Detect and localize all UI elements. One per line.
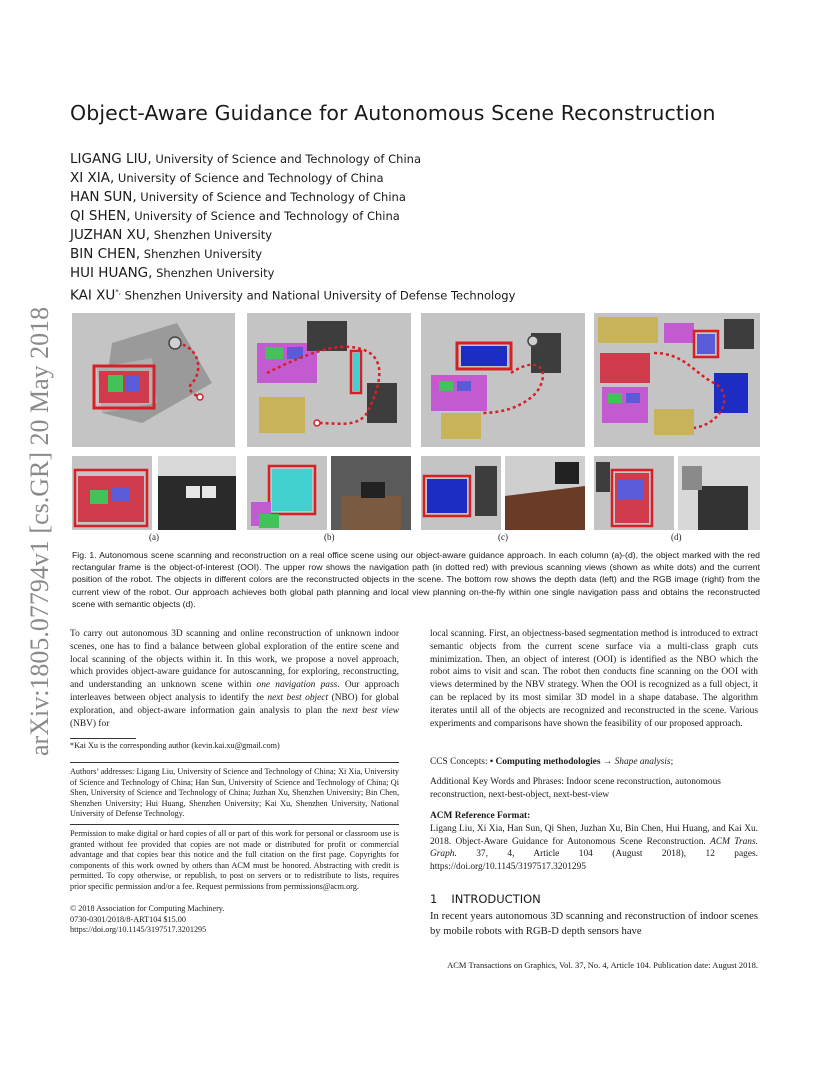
keywords: Additional Key Words and Phrases: Indoor scene reconstruction, autonomous reconstruction, next-best-object, next-best-view bbox=[430, 777, 721, 800]
depth-image-a bbox=[72, 456, 152, 530]
rgb-image-d bbox=[678, 456, 760, 530]
corresponding-note: *Kai Xu is the corresponding author (kevin.kai.xu@gmail.com) bbox=[70, 741, 280, 750]
figure-caption: Fig. 1. Autonomous scene scanning and reconstruction on a real office scene using our object-aware guidance approach. In each column (a)-(d), the object marked with the red rectangular frame is the object-of-interest (OOI). The upper row shows the navigation path (in dotted red) with previous scanning views (shown as white dots) and the current position of the robot. The objects in different colors are the reconstructed objects in the scene. The bottom row shows the depth data (left) and the RGB image (right) from the current view of the robot. Our approach achieves both global path planning and local view planning on-the-fly within one single navigation pass and obtains the reconstructed scene with semantic objects (d). bbox=[72, 550, 760, 609]
author-affiliation: University of Science and Technology of China bbox=[130, 209, 400, 223]
author-name: HAN SUN, bbox=[70, 189, 137, 205]
section-number: 1 bbox=[430, 892, 438, 906]
abstract-right: local scanning. First, an objectness-based segmentation method is introduced to extract semantic objects from the current scene surface via a multi-class graph cuts minimization. Then, an object of interest (OOI) is identified as the NBO which the robot aims to visit and scan. The robot then conducts fine scanning on the OOI with views determined by the NBV strategy. When the OOI is recognized as a full object, it can be replaced by its most similar 3D model in a shape database. The algorithm iterates until all of the objects are recognized and reconstructed in the scene. Various experiments and comparisons have shown the feasibility of our proposed approach. bbox=[430, 629, 758, 729]
map-image-c bbox=[421, 313, 585, 447]
rgb-image-b bbox=[331, 456, 411, 530]
depth-panel-d bbox=[594, 456, 674, 530]
figure-label-c: (c) bbox=[498, 532, 508, 542]
rgb-panel-c bbox=[505, 456, 585, 530]
copyright-line: © 2018 Association for Computing Machinery. bbox=[70, 904, 225, 913]
author-line bbox=[70, 188, 770, 207]
section-heading bbox=[430, 892, 541, 906]
depth-image-d bbox=[594, 456, 674, 530]
author-affiliation: Shenzhen University bbox=[140, 247, 263, 261]
acm-reference-text: Ligang Liu, Xi Xia, Han Sun, Qi Shen, Juzhan Xu, Bin Chen, Hui Huang, and Kai Xu. 2018. Object-Aware Guidance for Autonomous Scene Reconstruction. ACM Trans. Graph. 37, 4, Article 104 (August 2018), 12 pages. https://doi.org/10.1145/3197517.3201295 bbox=[430, 823, 758, 873]
author-affiliation: Shenzhen University bbox=[152, 266, 275, 280]
paper-title: Object-Aware Guidance for Autonomous Scene Reconstruction bbox=[70, 101, 716, 125]
rgb-image-a bbox=[158, 456, 236, 530]
copyright-block bbox=[70, 904, 399, 936]
rgb-panel-a bbox=[158, 456, 236, 530]
doi-link[interactable]: https://doi.org/10.1145/3197517.3201295 bbox=[70, 925, 207, 935]
address-rule bbox=[70, 762, 399, 763]
acm-reference bbox=[430, 810, 758, 874]
author-name: LIGANG LIU, bbox=[70, 151, 152, 167]
depth-panel-b bbox=[247, 456, 327, 530]
author-affiliation: Shenzhen University and National University of Defense Technology bbox=[121, 288, 516, 303]
author-line bbox=[70, 207, 770, 226]
author-name: JUZHAN XU, bbox=[70, 227, 151, 243]
section-title: INTRODUCTION bbox=[451, 892, 541, 906]
map-panel-d bbox=[594, 313, 760, 447]
figure-1 bbox=[72, 313, 760, 543]
depth-panel-a bbox=[72, 456, 152, 530]
rgb-panel-d bbox=[678, 456, 760, 530]
arxiv-stamp bbox=[6, 280, 66, 760]
map-image-d bbox=[594, 313, 760, 447]
acm-reference-heading: ACM Reference Format: bbox=[430, 811, 531, 821]
author-affiliation: Shenzhen University bbox=[150, 228, 273, 242]
depth-image-c bbox=[421, 456, 501, 530]
permission-rule bbox=[70, 824, 399, 825]
ccs-concepts: CCS Concepts: • Computing methodologies → Shape analysis; bbox=[430, 757, 674, 767]
abstract-left: To carry out autonomous 3D scanning and online reconstruction of unknown indoor scenes, one has to find a balance between global exploration of the entire scene and local scanning of the objects within it. In this work, we propose a novel approach, which provides object-aware guidance for autoscanning, for exploring, reconstructing, and understanding an unknown scene within one navigation pass. Our approach interleaves between object analysis to identify the next best object (NBO) for global exploration, and object-aware information gain analysis to plan the next best view (NBV) for bbox=[70, 629, 400, 729]
author-name: HUI HUANG, bbox=[70, 265, 153, 281]
author-list bbox=[70, 150, 770, 302]
author-affiliation: University of Science and Technology of China bbox=[114, 171, 384, 185]
author-line bbox=[70, 283, 770, 302]
map-panel-a bbox=[72, 313, 235, 447]
author-name: BIN CHEN, bbox=[70, 246, 141, 262]
page-footer: ACM Transactions on Graphics, Vol. 37, No. 4, Article 104. Publication date: August 2018. bbox=[447, 960, 758, 970]
map-panel-c bbox=[421, 313, 585, 447]
figure-label-a: (a) bbox=[149, 532, 159, 542]
depth-image-b bbox=[247, 456, 327, 530]
author-affiliation: University of Science and Technology of China bbox=[151, 152, 421, 166]
rgb-image-c bbox=[505, 456, 585, 530]
author-affiliation: University of Science and Technology of China bbox=[136, 190, 406, 204]
figure-label-d: (d) bbox=[671, 532, 682, 542]
arxiv-id: arXiv:1805.07794v1 [cs.GR] 20 May 2018 bbox=[25, 306, 54, 756]
author-addresses: Authors’ addresses: Ligang Liu, University of Science and Technology of China; Xi Xia, University of Science and Technology of China; Han Sun, University of Science and Technology of China; Qi Shen, University of Science and Technology of China; Juzhan Xu, Shenzhen University; Bin Chen, Shenzhen University; Hui Huang, Shenzhen University; Kai Xu, Shenzhen University, National University of Defense Technology. bbox=[70, 767, 399, 819]
figure-label-b: (b) bbox=[324, 532, 335, 542]
map-image-b bbox=[247, 313, 411, 447]
author-name: XI XIA, bbox=[70, 170, 115, 186]
author-line bbox=[70, 264, 770, 283]
author-line bbox=[70, 245, 770, 264]
map-image-a bbox=[72, 313, 235, 447]
rgb-panel-b bbox=[331, 456, 411, 530]
depth-panel-c bbox=[421, 456, 501, 530]
corresponding-mark: *, bbox=[115, 288, 121, 296]
permission-notice: Permission to make digital or hard copies of all or part of this work for personal or classroom use is granted without fee provided that copies are not made or distributed for profit or commercial advantage and that copies bear this notice and the full citation on the first page. Copyrights for components of this work owned by others than ACM must be honored. Abstracting with credit is permitted. To copy otherwise, or republish, to post on servers or to redistribute to lists, requires prior specific permission and/or a fee. Request permissions from permissions@acm.org. bbox=[70, 829, 399, 891]
author-line bbox=[70, 169, 770, 188]
author-line bbox=[70, 226, 770, 245]
author-line bbox=[70, 150, 770, 169]
issn-line: 0730-0301/2018/8-ART104 $15.00 bbox=[70, 914, 186, 924]
intro-text: In recent years autonomous 3D scanning and reconstruction of indoor scenes by mobile robots with RGB-D depth sensors have bbox=[430, 911, 758, 937]
map-panel-b bbox=[247, 313, 411, 447]
author-name: QI SHEN, bbox=[70, 208, 131, 224]
author-name: KAI XU bbox=[70, 287, 116, 304]
footnote-rule bbox=[70, 738, 136, 739]
